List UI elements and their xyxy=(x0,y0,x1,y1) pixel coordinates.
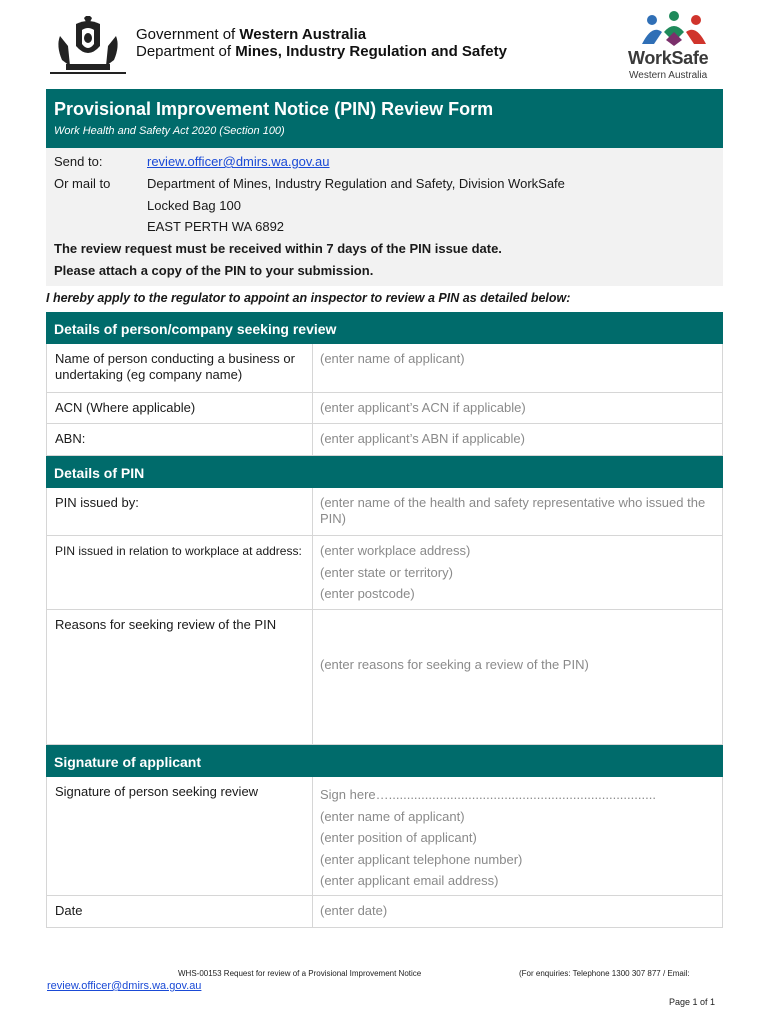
signature-fields xyxy=(320,787,715,895)
form-title-banner xyxy=(46,89,723,148)
mail-address-line2: Locked Bag 100 xyxy=(147,198,241,213)
column-divider xyxy=(312,424,313,455)
table-row-acn xyxy=(46,393,723,424)
column-divider xyxy=(312,610,313,744)
table-row-workplace xyxy=(46,536,723,610)
section-heading-person: Details of person/company seeking review xyxy=(46,312,723,344)
footer-email-link[interactable]: review.officer@dmirs.wa.gov.au xyxy=(47,980,202,992)
acn-label: ACN (Where applicable) xyxy=(55,400,196,415)
gov-line1-bold: Western Australia xyxy=(239,26,367,43)
workplace-state-field[interactable]: (enter state or territory) xyxy=(320,564,453,580)
applicant-email-field[interactable]: (enter applicant email address) xyxy=(320,873,499,888)
worksafe-subtitle: Western Australia xyxy=(629,70,708,81)
gov-line1-prefix: Government of xyxy=(136,26,240,43)
sign-here-field[interactable]: Sign here….......................................................................... xyxy=(320,787,656,802)
gov-line2-bold: Mines, Industry Regulation and Safety xyxy=(235,43,507,60)
government-title xyxy=(136,26,507,60)
pin-issued-by-label: PIN issued by: xyxy=(55,495,139,510)
abn-field[interactable]: (enter applicant’s ABN if applicable) xyxy=(320,431,525,446)
column-divider xyxy=(312,488,313,535)
applicant-name-label: Name of person conducting a business or undertaking (eg company name) xyxy=(55,351,295,382)
submission-info-panel xyxy=(46,148,723,286)
mail-address-line3: EAST PERTH WA 6892 xyxy=(147,219,285,234)
worksafe-wordmark: WorkSafe xyxy=(628,48,709,68)
column-divider xyxy=(312,536,313,609)
mail-to-label: Or mail to xyxy=(54,176,111,191)
reasons-label: Reasons for seeking review of the PIN xyxy=(55,617,277,632)
abn-label: ABN: xyxy=(55,431,86,446)
workplace-label: PIN issued in relation to workplace at address: xyxy=(55,544,302,558)
mail-address-line1: Department of Mines, Industry Regulation and Safety, Division WorkSafe xyxy=(147,176,565,191)
acn-field[interactable]: (enter applicant’s ACN if applicable) xyxy=(320,400,526,415)
table-row-signature xyxy=(46,777,723,896)
workplace-fields xyxy=(320,543,715,608)
applicant-position-field[interactable]: (enter position of applicant) xyxy=(320,830,477,845)
column-divider xyxy=(312,393,313,423)
attach-notice: Please attach a copy of the PIN to your submission. xyxy=(54,263,374,278)
footer-enquiries: (For enquiries: Telephone 1300 307 877 / Email: xyxy=(519,969,690,978)
section-heading-signature: Signature of applicant xyxy=(46,745,723,777)
send-to-email-link[interactable]: review.officer@dmirs.wa.gov.au xyxy=(147,154,330,169)
applicant-name-field[interactable]: (enter name of applicant) xyxy=(320,351,465,366)
section-heading-pin: Details of PIN xyxy=(46,456,723,488)
pin-issued-by-field[interactable]: (enter name of the health and safety representative who issued the PIN) xyxy=(320,495,706,526)
applicant-phone-field[interactable]: (enter applicant telephone number) xyxy=(320,851,523,867)
form-title: Provisional Improvement Notice (PIN) Review Form xyxy=(54,99,494,119)
column-divider xyxy=(312,896,313,927)
footer-document-reference: WHS-00153 Request for review of a Provisional Improvement Notice xyxy=(178,969,422,978)
application-statement: I hereby apply to the regulator to appoint an inspector to review a PIN as detailed below: xyxy=(46,291,571,305)
date-field[interactable]: (enter date) xyxy=(320,903,388,918)
wa-coat-of-arms-icon xyxy=(46,16,130,78)
deadline-notice: The review request must be received within 7 days of the PIN issue date. xyxy=(54,241,502,256)
column-divider xyxy=(312,344,313,392)
workplace-address-field[interactable]: (enter workplace address) xyxy=(320,543,471,558)
table-row-abn xyxy=(46,424,723,456)
page-header xyxy=(0,0,770,88)
column-divider xyxy=(312,777,313,895)
form-subtitle: Work Health and Safety Act 2020 (Section 100) xyxy=(54,125,285,137)
date-label: Date xyxy=(55,903,83,918)
table-row-applicant-name xyxy=(46,344,723,393)
table-row-reasons xyxy=(46,610,723,745)
reasons-field[interactable]: (enter reasons for seeking a review of the PIN) xyxy=(320,657,589,672)
workplace-postcode-field[interactable]: (enter postcode) xyxy=(320,586,415,601)
applicant-name-sig-field[interactable]: (enter name of applicant) xyxy=(320,808,465,824)
table-row-pin-issued-by xyxy=(46,488,723,536)
signature-label: Signature of person seeking review xyxy=(55,784,259,799)
page-number: Page 1 of 1 xyxy=(669,997,716,1007)
send-to-label: Send to: xyxy=(54,154,103,169)
table-row-date xyxy=(46,896,723,928)
gov-line2-prefix: Department of xyxy=(136,43,236,60)
